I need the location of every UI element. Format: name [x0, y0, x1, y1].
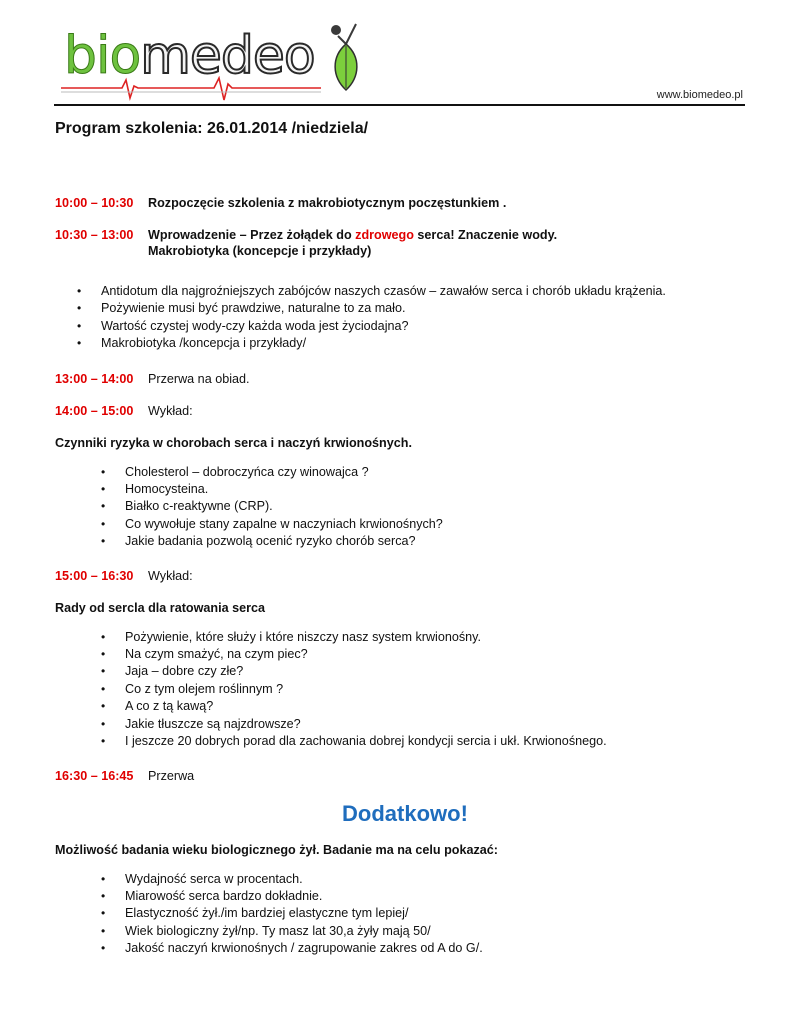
list-item: [101, 905, 755, 922]
bullet-icon: •: [101, 681, 106, 696]
list-item: [101, 716, 755, 733]
slot-time: 10:00 – 10:30: [55, 196, 134, 210]
list-item: [77, 335, 755, 352]
schedule-slot-4: [55, 404, 755, 418]
section-heading: Czynniki ryzyka w chorobach serca i naczyń krwionośnych.: [55, 435, 412, 450]
bullet-icon: •: [77, 284, 82, 298]
list-item: [101, 533, 755, 550]
extra-heading: Dodatkowo!: [342, 800, 468, 826]
list-item: [77, 283, 755, 300]
slot-description: Rozpoczęcie szkolenia z makrobiotycznym poczęstunkiem .: [148, 196, 507, 210]
bullet-icon: •: [101, 888, 106, 903]
list-item-text: Jakie tłuszcze są najzdrowsze?: [125, 716, 301, 731]
bullet-icon: •: [101, 699, 106, 714]
bullet-icon: •: [101, 664, 106, 679]
slot-time: 10:30 – 13:00: [55, 228, 134, 242]
slot-description: Przerwa na obiad.: [148, 371, 250, 386]
list-item-text: Co z tym olejem roślinnym ?: [125, 681, 284, 696]
bullet-icon: •: [101, 923, 106, 938]
list-item: [101, 516, 755, 533]
list-item: [101, 629, 755, 646]
list-item-text: Elastyczność żył./im bardziej elastyczne tym lepiej/: [125, 906, 409, 921]
bullet-icon: •: [77, 336, 82, 351]
bullet-icon: •: [101, 941, 106, 956]
list-item: [101, 871, 755, 888]
list-item-text: Homocysteina.: [125, 482, 209, 497]
list-item: [101, 733, 755, 750]
slot4-bullet-list: [101, 464, 755, 551]
list-item-text: Makrobiotyka /koncepcja i przykłady/: [101, 336, 307, 351]
list-item-text: A co z tą kawą?: [125, 699, 214, 714]
list-item: [101, 464, 755, 481]
list-item-text: Wydajność serca w procentach.: [125, 871, 303, 886]
schedule-slot-3: [55, 372, 755, 386]
bullet-icon: •: [101, 629, 106, 644]
slot2-bullet-list: [77, 283, 755, 353]
bullet-icon: •: [101, 482, 106, 497]
leaf-figure-icon: [326, 22, 366, 94]
logo-bio-text: bio: [64, 26, 141, 86]
highlighted-word: zdrowego: [355, 228, 414, 242]
list-item: [101, 940, 755, 957]
list-item: [101, 923, 755, 940]
schedule-slot-2: [55, 228, 755, 258]
list-item-text: Co wywołuje stany zapalne w naczyniach krwionośnych?: [125, 516, 443, 531]
slot-description: [148, 228, 755, 258]
list-item-text: I jeszcze 20 dobrych porad dla zachowania dobrej kondycji sercia i ukł. Krwionośnego.: [125, 734, 607, 749]
list-item-text: Pożywienie musi być prawdziwe, naturalne to za mało.: [101, 301, 406, 316]
page-title: Program szkolenia: 26.01.2014 /niedziela/: [55, 120, 369, 137]
bullet-icon: •: [101, 516, 106, 531]
slot-description: Wykład:: [148, 403, 193, 418]
list-item-text: Cholesterol – dobroczyńca czy winowajca ?: [125, 464, 369, 479]
schedule-slot-5: [55, 569, 755, 583]
slot-description: Wykład:: [148, 568, 193, 583]
list-item: [101, 481, 755, 498]
list-item: [101, 681, 755, 698]
slot-time: 13:00 – 14:00: [55, 371, 134, 386]
slot-time: 15:00 – 16:30: [55, 568, 134, 583]
list-item: [77, 300, 755, 317]
bullet-icon: •: [101, 534, 106, 549]
slot-description: Przerwa: [148, 768, 195, 783]
list-item-text: Jaja – dobre czy złe?: [125, 664, 244, 679]
heartbeat-line-icon: [56, 76, 326, 102]
list-item-text: Białko c-reaktywne (CRP).: [125, 499, 273, 514]
bullet-icon: •: [77, 318, 82, 333]
list-item: [101, 698, 755, 715]
list-item-text: Na czym smażyć, na czym piec?: [125, 647, 308, 662]
logo-medeo-text: medeo: [140, 26, 315, 86]
list-item-text: Miarowość serca bardzo dokładnie.: [125, 888, 323, 903]
bullet-icon: •: [101, 647, 106, 662]
schedule-slot-6: [55, 769, 755, 783]
list-item-text: Jakość naczyń krwionośnych / zagrupowanie zakres od A do G/.: [125, 941, 483, 956]
slot-time: 16:30 – 16:45: [55, 768, 134, 783]
document-body: [55, 118, 755, 976]
bullet-icon: •: [101, 871, 106, 886]
list-item-text: Pożywienie, które służy i które niszczy nasz system krwionośny.: [125, 629, 482, 644]
bullet-icon: •: [101, 464, 106, 479]
website-url: www.biomedeo.pl: [656, 89, 743, 101]
bullet-icon: •: [77, 301, 82, 316]
bullet-icon: •: [101, 716, 106, 731]
bullet-icon: •: [101, 499, 106, 514]
list-item: [101, 646, 755, 663]
section-heading: Możliwość badania wieku biologicznego żył. Badanie ma na celu pokazać:: [55, 842, 498, 857]
list-item-text: Antidotum dla najgroźniejszych zabójców naszych czasów – zawałów serca i chorób układu krążenia.: [101, 284, 666, 298]
bullet-icon: •: [101, 734, 106, 749]
slot-description-line2: Makrobiotyka (koncepcje i przykłady): [148, 244, 372, 258]
list-item-text: Wartość czystej wody-czy każda woda jest życiodajna?: [101, 318, 409, 333]
list-item-text: Wiek biologiczny żył/np. Ty masz lat 30,a żyły mają 50/: [125, 923, 431, 938]
list-item: [101, 663, 755, 680]
bullet-icon: •: [101, 906, 106, 921]
schedule-slot-1: [55, 196, 755, 210]
list-item: [101, 888, 755, 905]
slot-description-part: serca! Znaczenie wody.: [413, 228, 558, 242]
biomedeo-logo: [56, 22, 376, 102]
slot5-bullet-list: [101, 629, 755, 751]
extra-bullet-list: [101, 871, 755, 958]
list-item: [101, 498, 755, 515]
logo-wordmark: [64, 26, 315, 86]
slot-time: 14:00 – 15:00: [55, 403, 134, 418]
slot-description-part: Wprowadzenie – Przez żołądek do: [148, 228, 356, 242]
section-heading: Rady od sercla dla ratowania serca: [55, 600, 265, 615]
list-item: [77, 318, 755, 335]
header-divider: [54, 104, 745, 106]
list-item-text: Jakie badania pozwolą ocenić ryzyko chorób serca?: [125, 534, 416, 549]
